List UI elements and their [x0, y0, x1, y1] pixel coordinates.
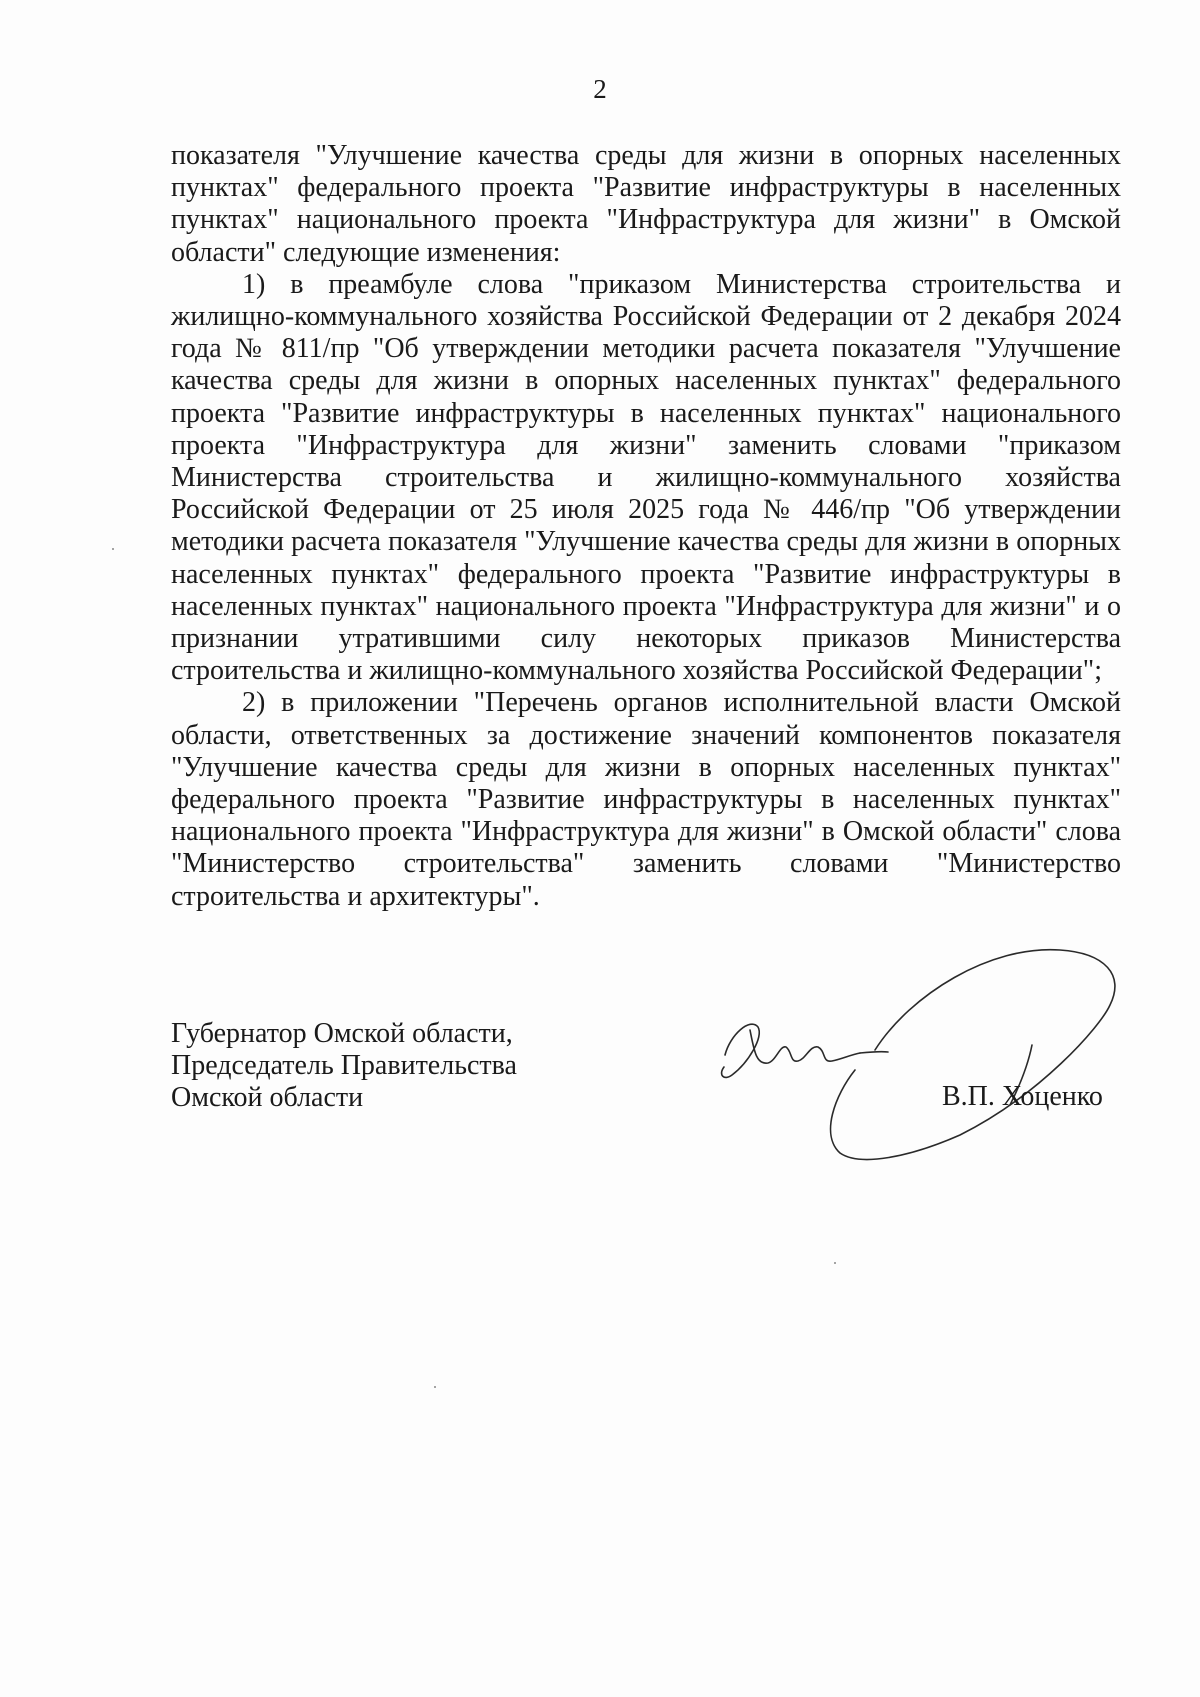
paragraph-item-1: 1) в преамбуле слова "приказом Министерства строительства и жилищно-коммунального хозяйства Российской Федерации от 2 декабря 2024 года № 811/пр "Об утверждении методики расчета показателя "Улучшение качества среды для жизни в опорных населенных пунктах" федерального проекта "Развитие инфраструктуры в населенных пунктах" национального проекта "Инфраструктура для жизни" заменить словами "приказом Министерства строительства и жилищно-коммунального хозяйства Российской Федерации от 25 июля 2025 года № 446/пр "Об утверждении методики расчета показателя "Улучшение качества среды для жизни в опорных населенных пунктах" федерального проекта "Развитие инфраструктуры в населенных пунктах" национального проекта "Инфраструктура для жизни" и о признании утратившими силу некоторых приказов Министерства строительства и жилищно-коммунального хозяйства Российской Федерации";	[171, 268, 1121, 687]
page-number: 2	[593, 74, 607, 104]
document-body	[171, 140, 1121, 913]
scan-speck	[434, 1386, 436, 1388]
signatory-name: В.П. Хоценко	[942, 1081, 1103, 1112]
signatory-title-line: Председатель Правительства	[171, 1050, 517, 1081]
signatory-title-line: Губернатор Омской области,	[171, 1018, 513, 1049]
paragraph-continuation: показателя "Улучшение качества среды для жизни в опорных населенных пунктах" федерального проекта "Развитие инфраструктуры в населенных пунктах" национального проекта "Инфраструктура для жизни" в Омской области" следующие изменения:	[171, 140, 1121, 268]
signatory-title-line: Омской области	[171, 1082, 364, 1113]
signatory-title	[171, 1018, 571, 1114]
handwritten-signature	[710, 935, 1130, 1175]
scan-speck	[112, 548, 114, 550]
scan-speck	[834, 1262, 836, 1264]
paragraph-item-2: 2) в приложении "Перечень органов исполнительной власти Омской области, ответственных за достижение значений компонентов показателя "Улучшение качества среды для жизни в опорных населенных пунктах" федерального проекта "Развитие инфраструктуры в населенных пунктах" национального проекта "Инфраструктура для жизни" в Омской области" слова "Министерство строительства" заменить словами "Министерство строительства и архитектуры".	[171, 687, 1121, 912]
